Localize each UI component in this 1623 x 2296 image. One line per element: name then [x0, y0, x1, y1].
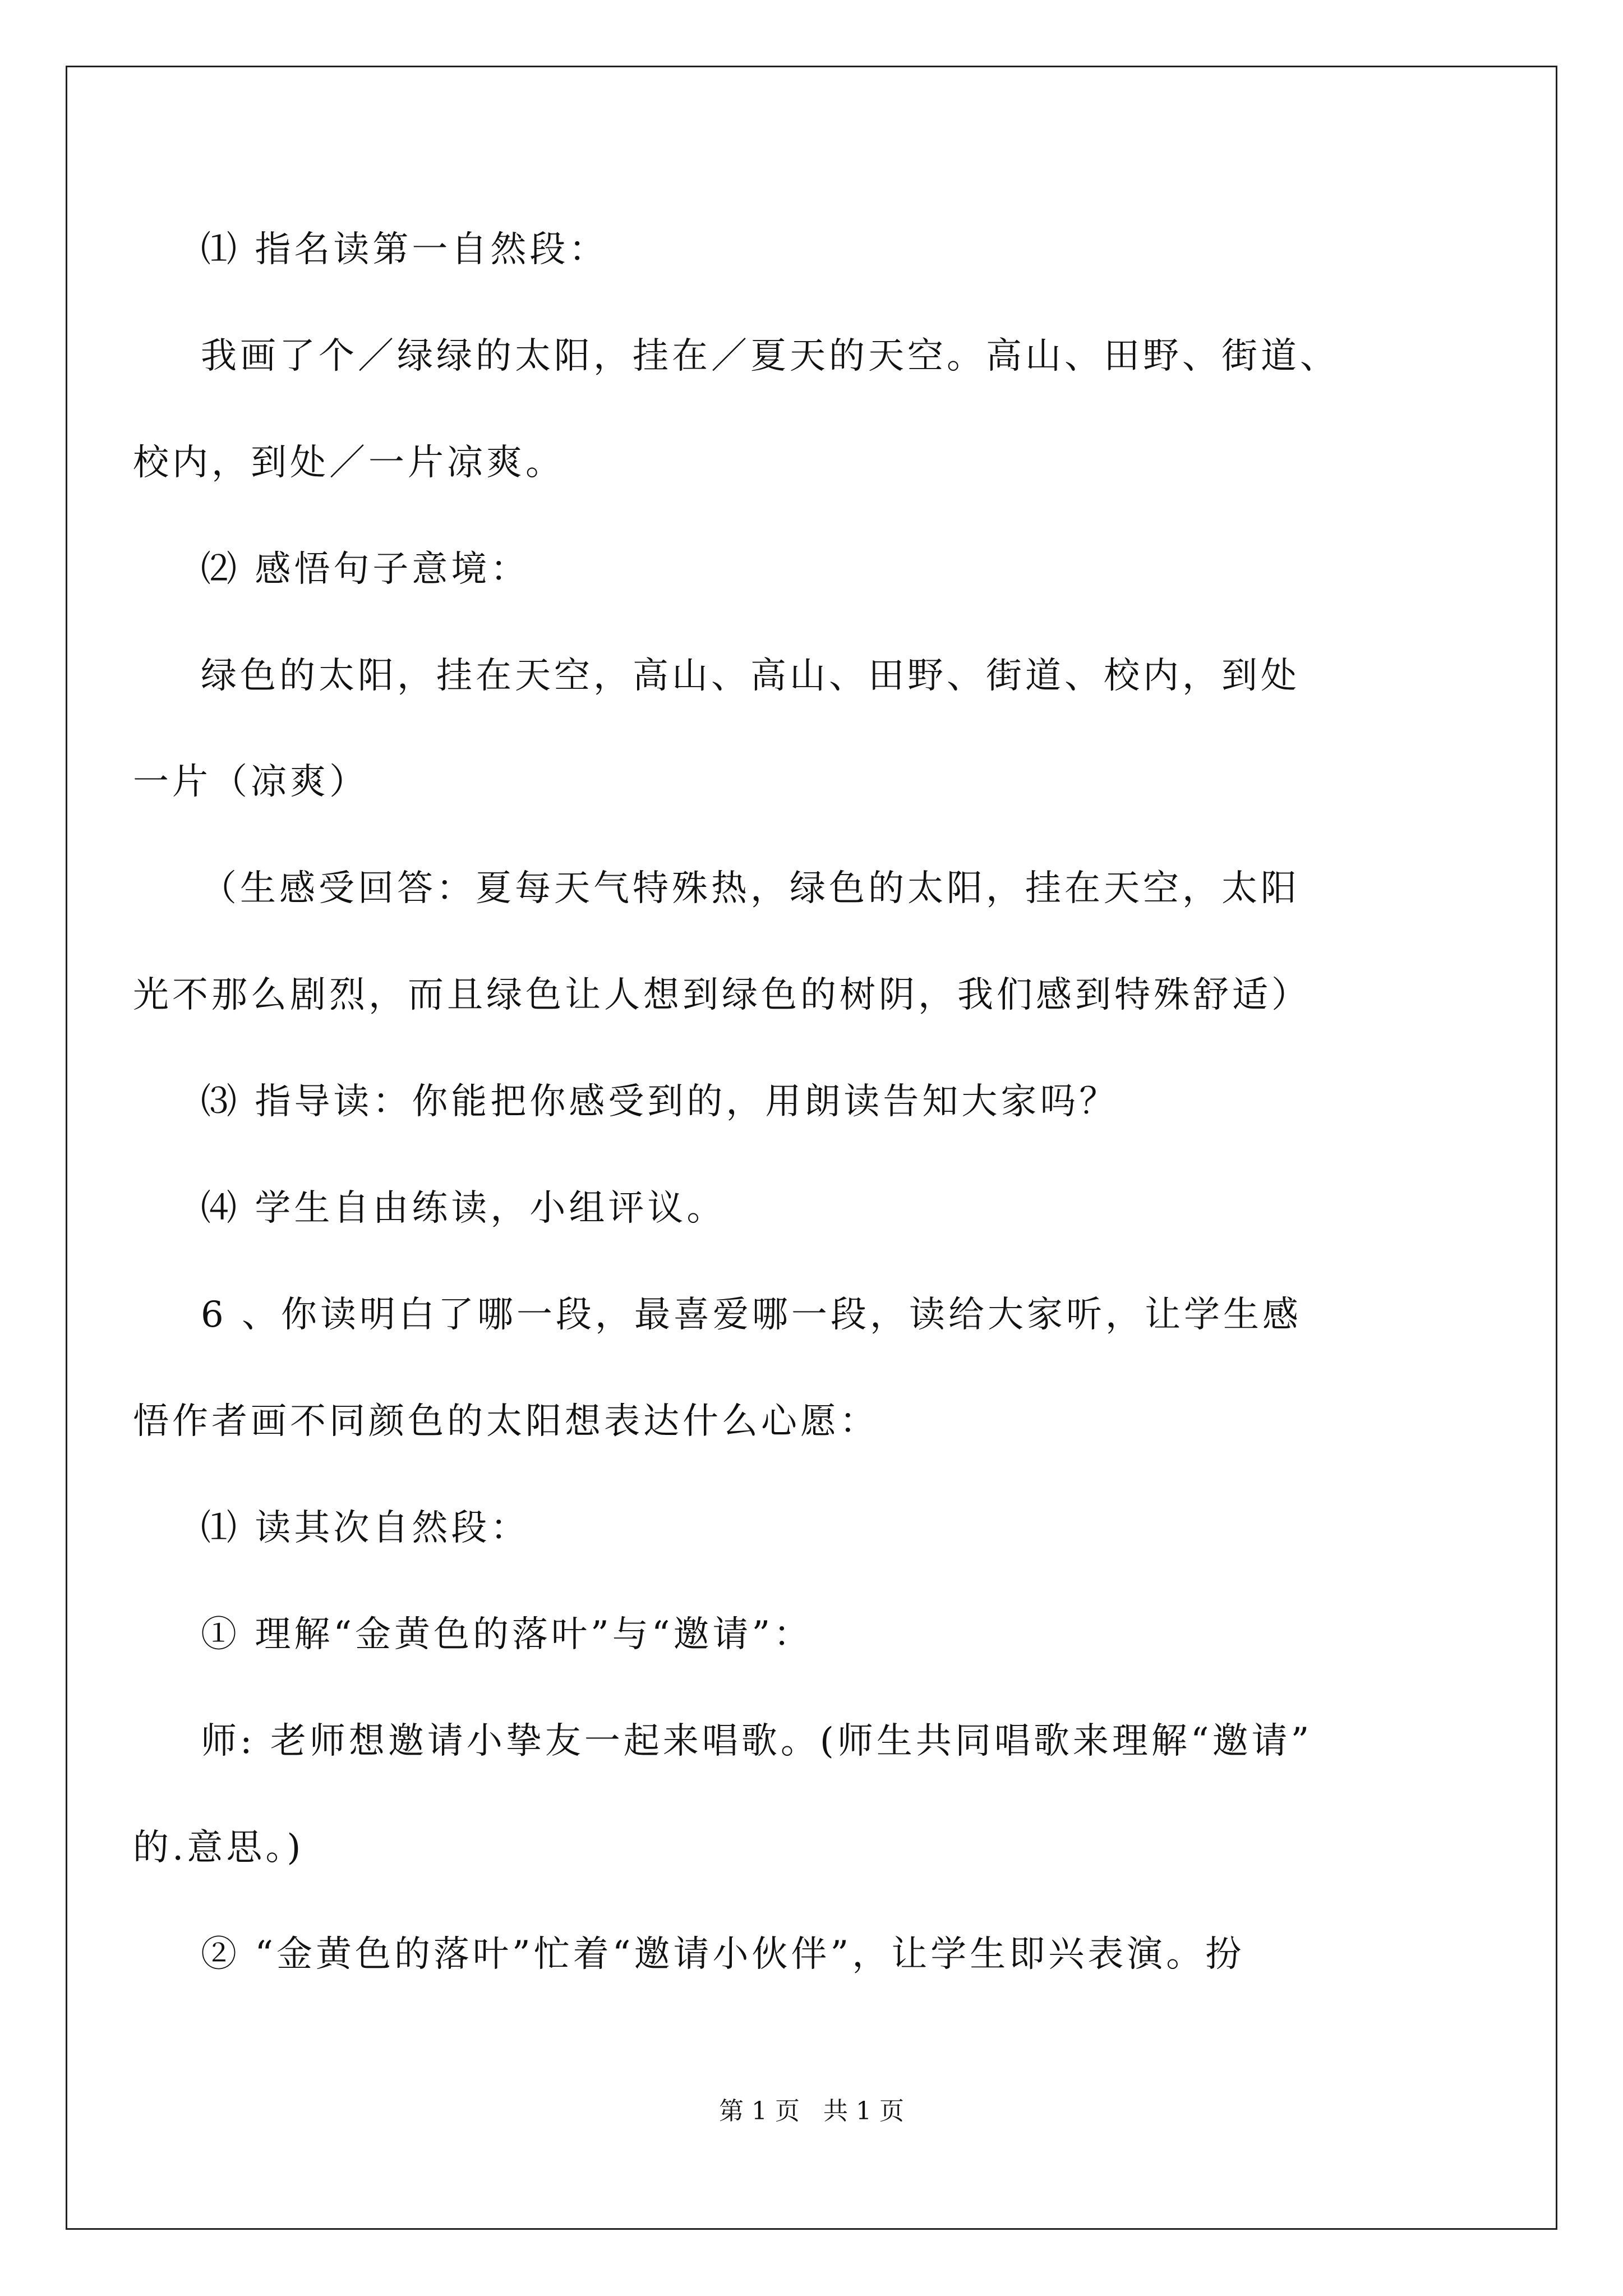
paragraph-line: 师: 老师想邀请小挚友一起来唱歌。(师生共同唱歌来理解“邀请”: [201, 1720, 1313, 1762]
paragraph-line: 绿色的太阳，挂在天空，高山、高山、田野、街道、校内，到处: [201, 655, 1300, 697]
paragraph-line: （生感受回答：夏每天气特殊热，绿色的太阳，挂在天空，太阳: [201, 868, 1300, 909]
paragraph-line: ⑴ 指名读第一自然段：: [201, 229, 608, 270]
paragraph-line: ② “金黄色的落叶”忙着“邀请小伙伴”，让学生即兴表演。扮: [201, 1934, 1245, 1975]
paragraph-line: 我画了个／绿绿的太阳，挂在／夏天的天空。高山、田野、街道、: [201, 335, 1339, 377]
paragraph-line: ⑷ 学生自由练读，小组评议。: [201, 1188, 726, 1229]
page-footer: [0, 2098, 1623, 2125]
paragraph-line: ① 理解“金黄色的落叶”与“邀请”：: [201, 1614, 813, 1655]
paragraph-line: 光不那么剧烈，而且绿色让人想到绿色的树阴，我们感到特殊舒适）: [133, 974, 1311, 1016]
paragraph-line: ⑴ 读其次自然段：: [201, 1507, 530, 1549]
paragraph-line: 校内，到处／一片凉爽。: [133, 442, 565, 484]
page-border: [66, 66, 1557, 2230]
paragraph-line: ⑶ 指导读：你能把你感受到的，用朗读告知大家吗？: [201, 1081, 1119, 1122]
paragraph-line: ⑵ 感悟句子意境：: [201, 549, 530, 590]
paragraph-line: 一片（凉爽）: [133, 761, 368, 803]
paragraph-line: 悟作者画不同颜色的太阳想表达什么心愿：: [133, 1401, 879, 1442]
paragraph-line: 6 、你读明白了哪一段，最喜爱哪一段，读给大家听，让学生感: [201, 1294, 1302, 1336]
page-total: 共 1 页: [823, 2097, 904, 2125]
page-number: 第 1 页: [719, 2097, 800, 2125]
paragraph-line: 的.意思。): [133, 1827, 305, 1869]
